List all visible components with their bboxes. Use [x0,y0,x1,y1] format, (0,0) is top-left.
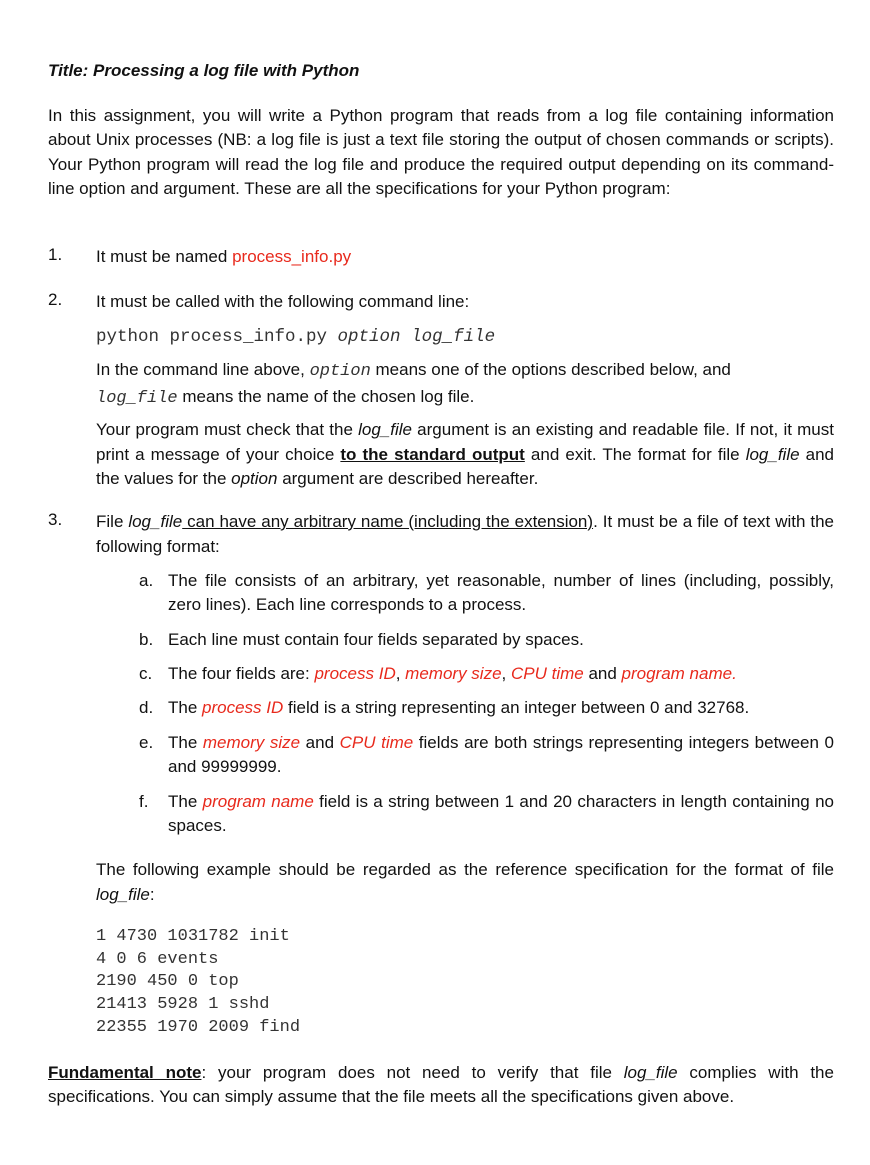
item2-text: It must be called with the following command line: [96,292,470,311]
sub-item-d: d. The process ID field is a string representing an integer between 0 and 32768. [139,698,750,717]
sub-item-f: f. The program name field is a string between 1 and 20 characters in length containing no spaces. [139,792,834,836]
filename: process_info.py [232,247,352,266]
code-line: 22355 1970 2009 find [96,1017,301,1037]
intro-paragraph: In this assignment, you will write a Python program that reads from a log file containing information about Unix processes (NB: a log file is just a text file storing the output of chosen commands or scripts). Your Python program will read the log file and produce the required output depending on its command-line option and argument. These are all the specifications for your Python program: [48,106,834,198]
command-line: python process_info.py option log_file [96,327,496,347]
code-line: 21413 5928 1 sshd [96,995,270,1015]
item2-paragraph-1: In the command line above, option means one of the options described below, and log_file means the name of the chosen log file. [96,360,731,408]
code-line: 4 0 6 events [96,949,219,969]
code-line: 1 4730 1031782 init [96,927,290,946]
list-number: 3. [48,510,63,529]
page-title: Title: Processing a log file with Python [48,61,360,80]
example-intro: The following example should be regarded as the reference specification for the format of file log_file: [96,860,834,904]
sub-item-a: a. The file consists of an arbitrary, yet reasonable, number of lines (including, possibly, zero lines). Each line corresponds to a process. [139,571,834,615]
fundamental-note: Fundamental note: your program does not need to verify that file log_file complies with the specifications. You can simply assume that the file meets all the specifications given above. [48,1063,834,1107]
sub-item-b: b. Each line must contain four fields separated by spaces. [139,630,584,649]
code-example [96,926,834,1040]
sub-item-c: c. The four fields are: process ID, memory size, CPU time and program name. [139,664,737,683]
sub-item-e: e. The memory size and CPU time fields are both strings representing integers between 0 and 99999999. [139,733,834,777]
list-number: 2. [48,290,63,309]
code-line: 2190 450 0 top [96,972,239,992]
item1-text: It must be named process_info.py [96,247,352,266]
item3-text: File log_file can have any arbitrary name (including the extension). It must be a file of text with the following format: [96,512,834,556]
list-number: 1. [48,245,63,264]
item2-paragraph-2: Your program must check that the log_file argument is an existing and readable file. If not, it must print a message of your choice to the standard output and exit. The format for file log_file and the values for the option argument are described hereafter. [96,420,835,488]
